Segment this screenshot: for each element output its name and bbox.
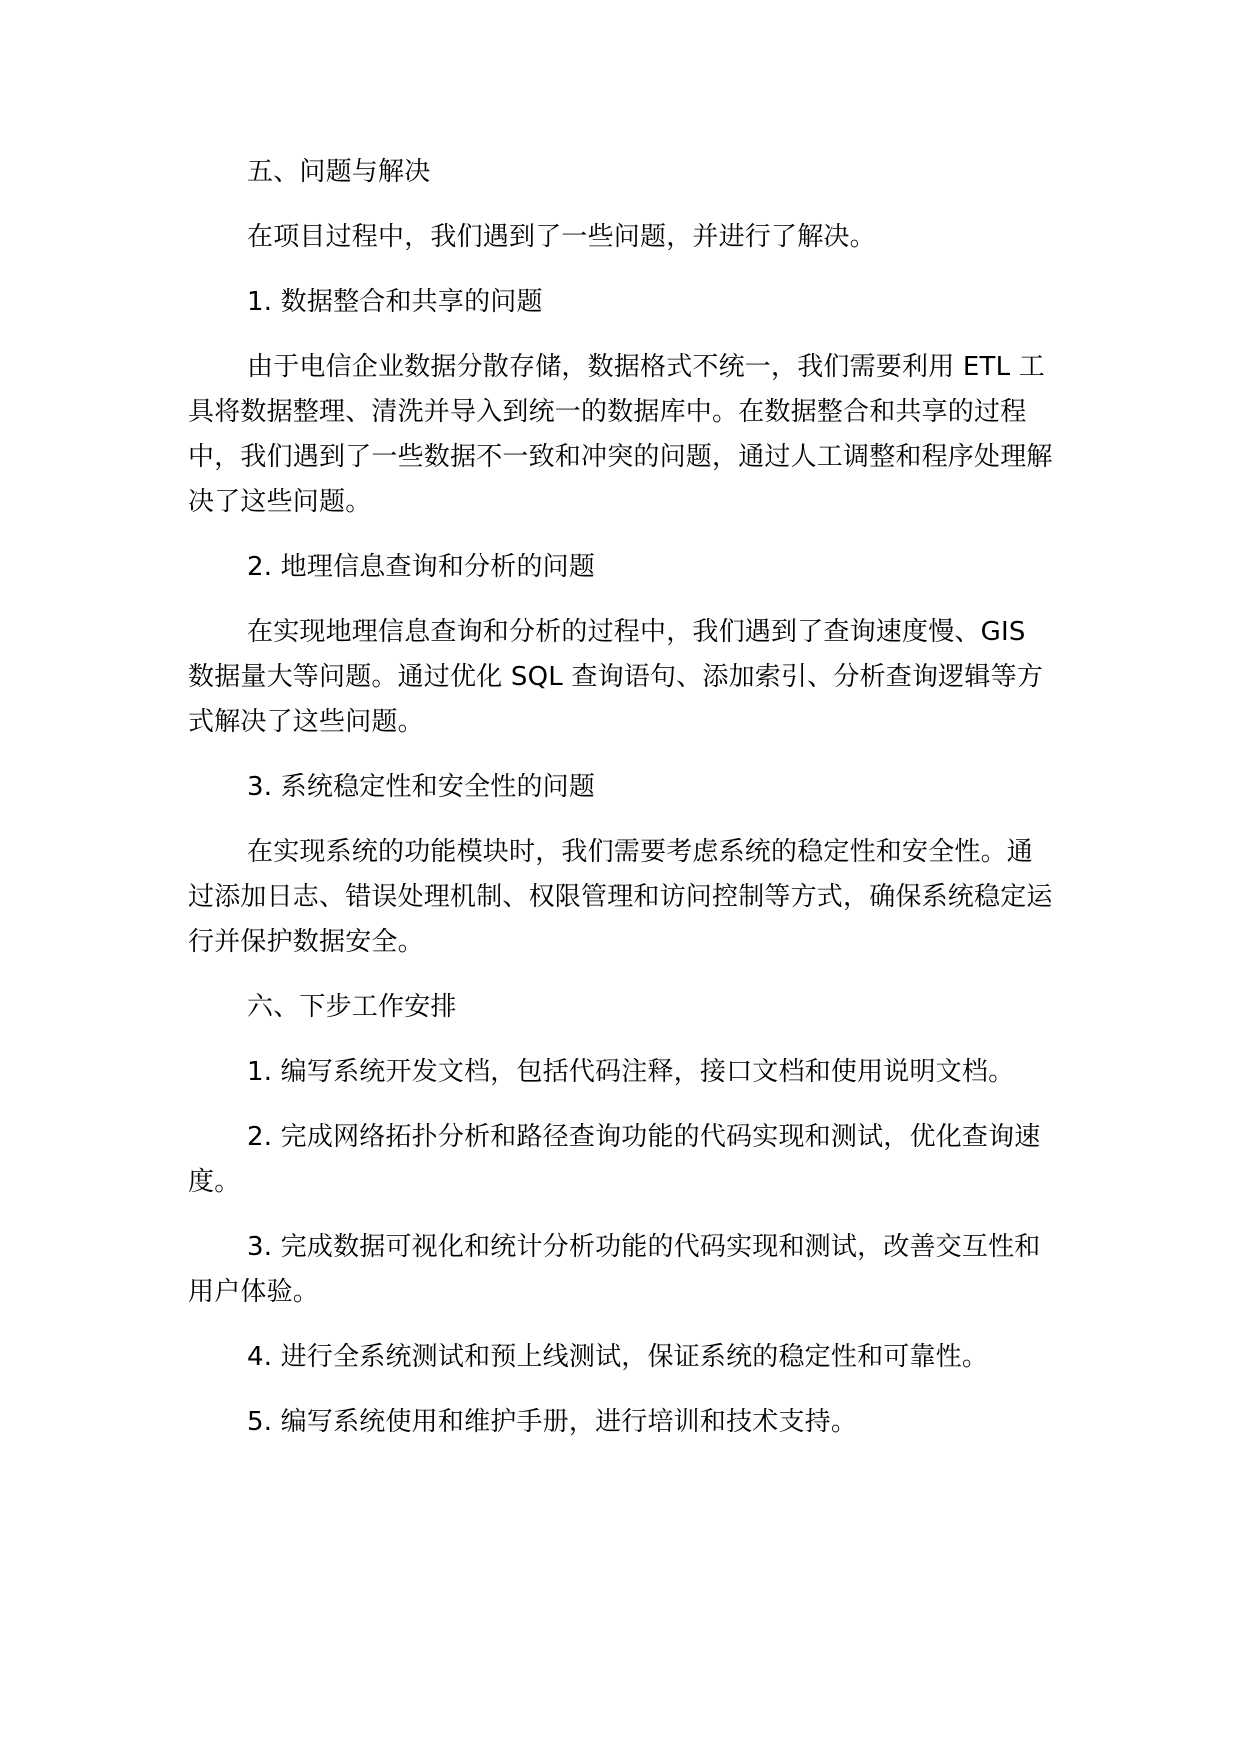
plan-item-2: 2. 完成网络拓扑分析和路径查询功能的代码实现和测试，优化查询速度。 [188,1122,1041,1197]
plan-item-5: 5. 编写系统使用和维护手册，进行培训和技术支持。 [247,1407,858,1437]
issue-3-heading: 3. 系统稳定性和安全性的问题 [247,772,596,802]
issue-2-heading: 2. 地理信息查询和分析的问题 [247,552,596,582]
section-5-heading: 五、问题与解决 [247,157,431,187]
issue-1-heading: 1. 数据整合和共享的问题 [247,287,543,317]
issue-1-body: 由于电信企业数据分散存储，数据格式不统一，我们需要利用 ETL 工具将数据整理、清洗并导入到统一的数据库中。在数据整合和共享的过程中，我们遇到了一些数据不一致和冲突的问题，通过人工调整和程序处理解决了这些问题。 [188,352,1053,517]
document-page [188,150,1058,1445]
plan-item-1: 1. 编写系统开发文档，包括代码注释，接口文档和使用说明文档。 [247,1057,1015,1087]
issue-3-body: 在实现系统的功能模块时，我们需要考虑系统的稳定性和安全性。通过添加日志、错误处理机制、权限管理和访问控制等方式，确保系统稳定运行并保护数据安全。 [188,837,1053,957]
issue-2-body: 在实现地理信息查询和分析的过程中，我们遇到了查询速度慢、GIS 数据量大等问题。通过优化 SQL 查询语句、添加索引、分析查询逻辑等方式解决了这些问题。 [188,617,1043,737]
section-5-intro: 在项目过程中，我们遇到了一些问题，并进行了解决。 [247,222,876,252]
plan-item-3: 3. 完成数据可视化和统计分析功能的代码实现和测试，改善交互性和用户体验。 [188,1232,1041,1307]
plan-item-4: 4. 进行全系统测试和预上线测试，保证系统的稳定性和可靠性。 [247,1342,989,1372]
section-6-heading: 六、下步工作安排 [247,992,457,1022]
